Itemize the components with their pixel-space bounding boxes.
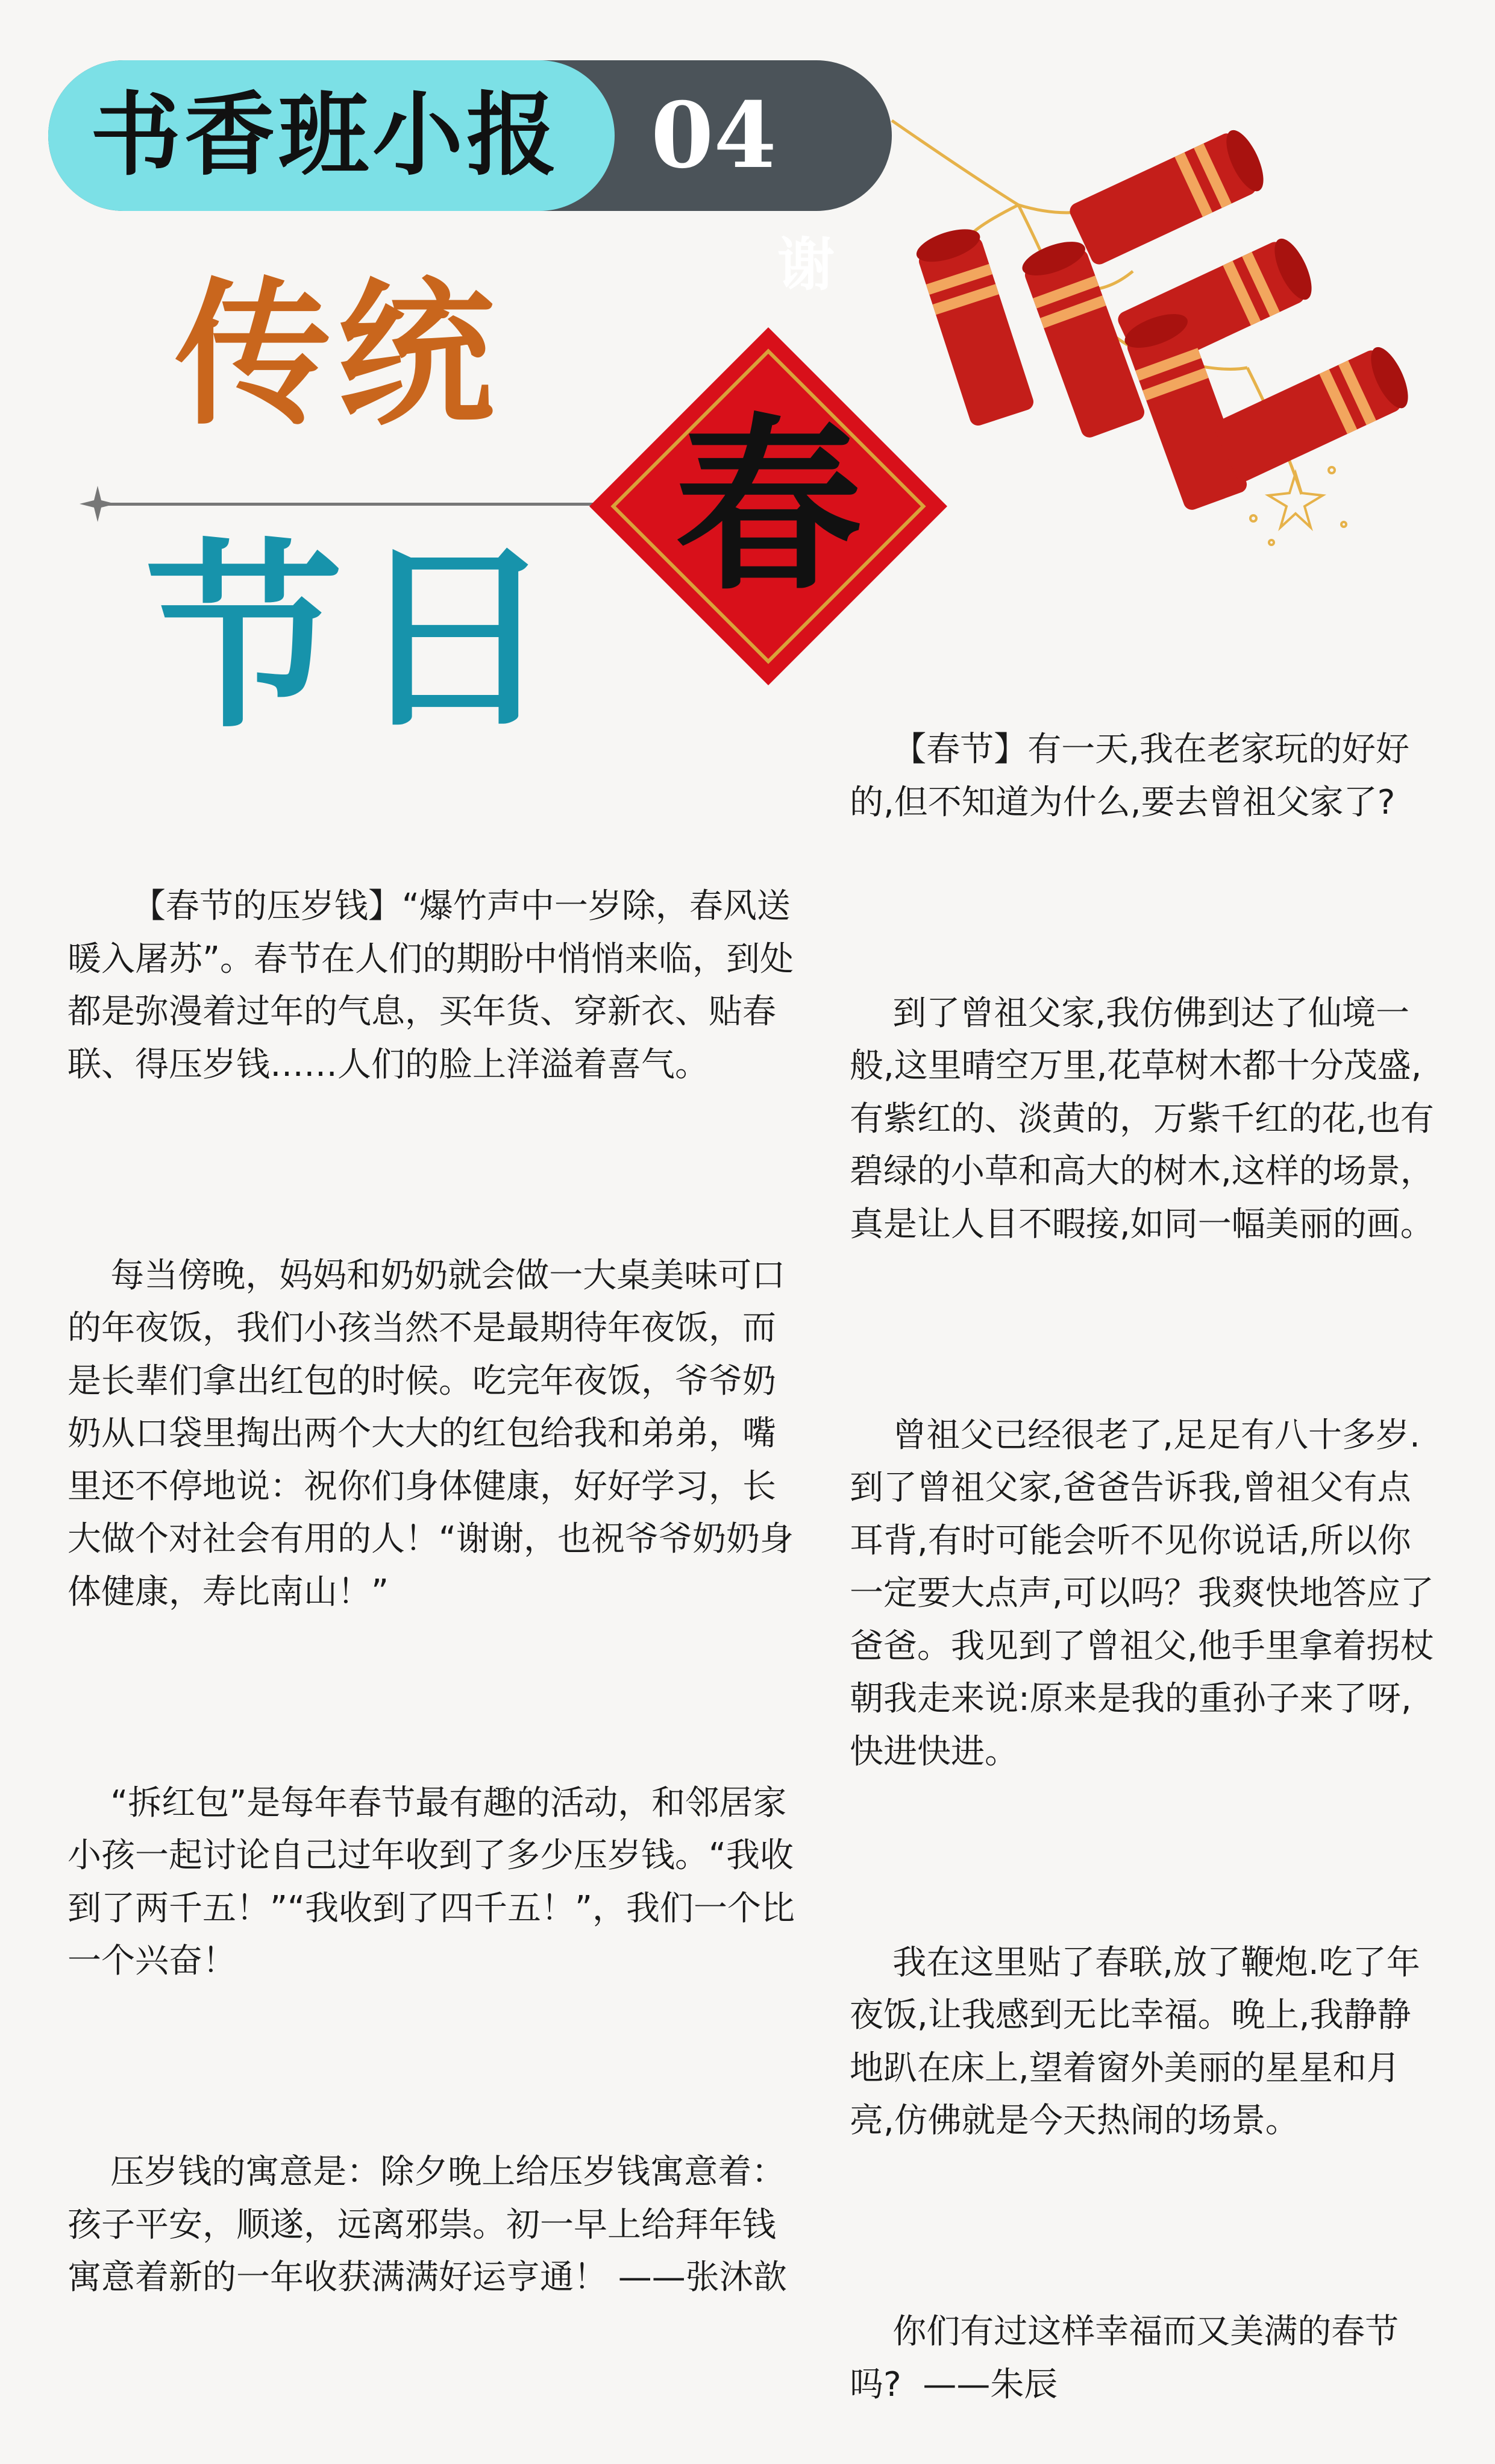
article-right-paragraph: 我在这里贴了春联,放了鞭炮.吃了年夜饭,让我感到无比幸福。晚上,我静静地趴在床上,望着窗外美丽的星星和月亮,仿佛就是今天热闹的场景。 xyxy=(850,1943,1420,2140)
article-left-paragraph: “拆红包”是每年春节最有趣的活动，和邻居家小孩一起讨论自己过年收到了多少压岁钱。“我收到了两千五！”“我收到了四千五！”，我们一个比一个兴奋！ xyxy=(67,1783,795,1981)
spring-character: 春 xyxy=(675,397,862,616)
article-left-paragraph: 压岁钱的寓意是：除夕晚上给压岁钱寓意着：孩子平安，顺遂，远离邪祟。初一早上给拜年钱寓意着新的一年收获满满好运亨通！ ——张沐歆 xyxy=(67,2152,787,2297)
topic-title-line1: 传统 xyxy=(175,265,500,447)
article-left-paragraph: 【春节的压岁钱】“爆竹声中一岁除，春风送暖入屠苏”。春节在人们的期盼中悄悄来临，到处都是弥漫着过年的气息，买年货、穿新衣、贴春联、得压岁钱……人们的脸上洋溢着喜气。 xyxy=(67,887,794,1084)
article-right xyxy=(850,618,1440,2464)
firecrackers-illustration xyxy=(886,102,1416,573)
faint-watermark-char: 谢 xyxy=(777,232,835,298)
article-left xyxy=(67,775,809,2357)
article-right-paragraph: 你们有过这样幸福而又美满的春节吗? ——朱辰 xyxy=(850,2312,1399,2404)
article-right-paragraph: 曾祖父已经很老了,足足有八十多岁.到了曾祖父家,爸爸告诉我,曾祖父有点耳背,有时可能会听不见你说话,所以你一定要大点声,可以吗？我爽快地答应了爸爸。我见到了曾祖父,他手里拿着拐杖朝我走来说:原来是我的重孙子来了呀,快进快进。 xyxy=(850,1415,1434,1771)
title-divider xyxy=(93,503,594,506)
issue-number: 04 xyxy=(651,83,777,189)
newspaper-title: 书香班小报 xyxy=(90,83,561,188)
article-right-paragraph: 到了曾祖父家,我仿佛到达了仙境一般,这里晴空万里,花草树木都十分茂盛,有紫红的、淡黄的，万紫千红的花,也有碧绿的小草和高大的树木,这样的场景，真是让人目不暇接,如同一幅美丽的画。 xyxy=(850,993,1434,1244)
article-left-paragraph: 每当傍晚，妈妈和奶奶就会做一大桌美味可口的年夜饭，我们小孩当然不是最期待年夜饭，而是长辈们拿出红包的时候。吃完年夜饭，爷爷奶奶从口袋里掏出两个大大的红包给我和弟弟，嘴里还不停地说：祝你们身体健康，好好学习，长大做个对社会有用的人！“谢谢，也祝爷爷奶奶身体健康，寿比南山！” xyxy=(67,1256,794,1612)
article-right-paragraph: 【春节】有一天,我在老家玩的好好的,但不知道为什么,要去曾祖父家了? xyxy=(850,730,1410,822)
topic-title-line2: 节日 xyxy=(145,523,566,755)
